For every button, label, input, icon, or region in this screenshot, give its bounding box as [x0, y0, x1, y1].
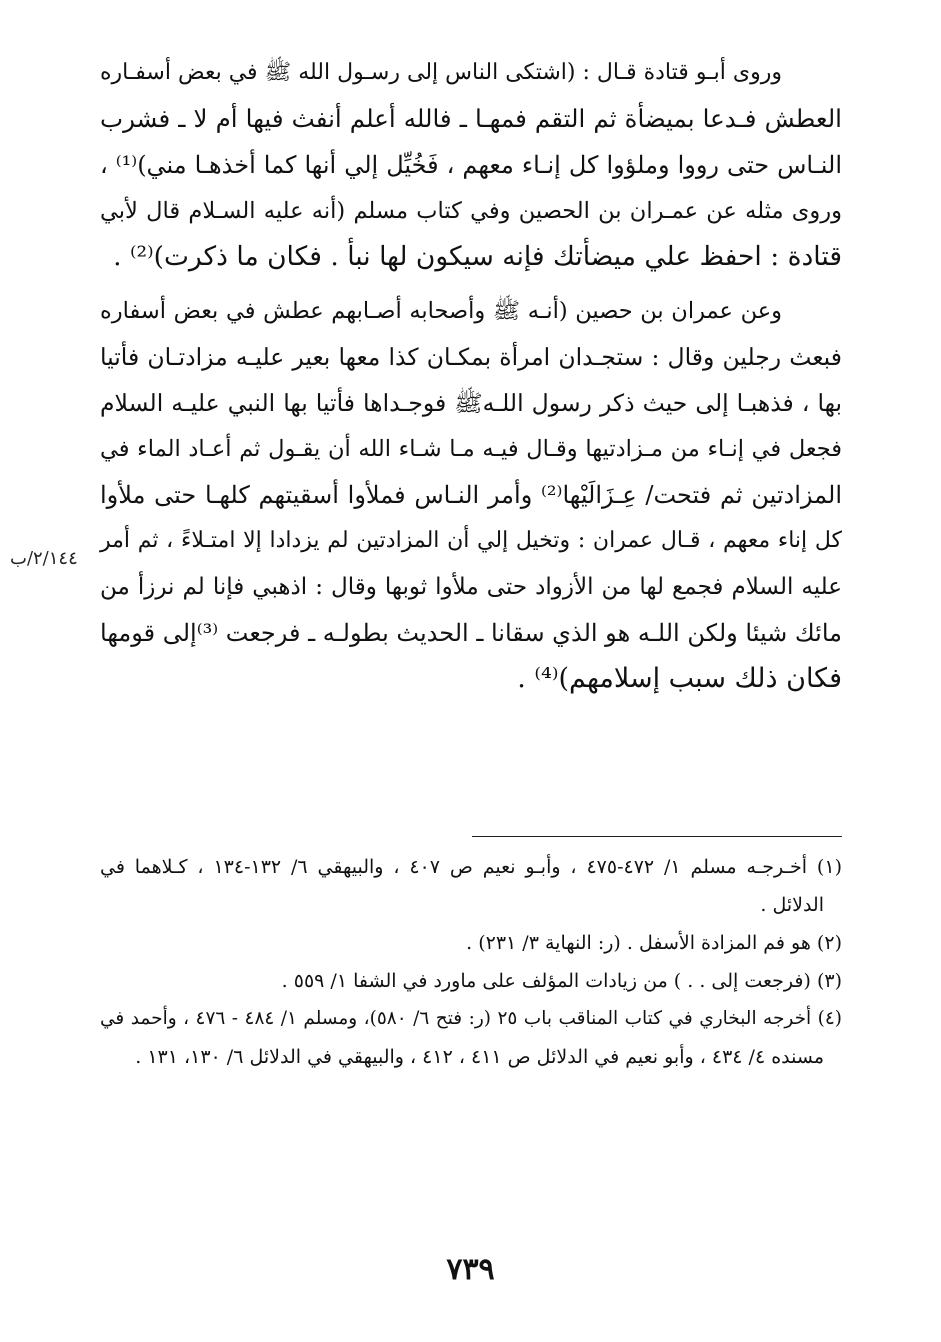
paragraph1-line: وروى مثله عن عمـران بن الحصين وفي كتاب مسلم (أنه عليه السـلام قال لأبي: [100, 198, 842, 224]
footnote-line: (٣) (فرجعت إلى . . ) من زيادات المؤلف على ماورد في الشفا ١/ ٥٥٩ .: [281, 970, 842, 992]
footnotes: [100, 848, 842, 1076]
footnote-line: (٤) أخرجه البخاري في كتاب المناقب باب ٢٥ (ر: فتح ٦/ ٥٨٠)، ومسلم ١/ ٤٨٤ - ٤٧٦ ، وأحمد في: [100, 1008, 843, 1029]
paragraph2-line: فجعل في إنـاء من مـزادتيها وقـال فيـه مـا شـاء الله أن يقـول ثم أعـاد الماء في: [100, 436, 842, 462]
paragraph1-line: قتادة : احفظ علي ميضأتك فإنه سيكون لها نبأ . فكان ما ذكرت)⁽²⁾ .: [113, 241, 842, 272]
margin-manuscript-reference: ٢/١٤٤/ب: [10, 548, 78, 569]
paragraph2-line: المزادتين ثم فتحت/ عِـزَالَيْها⁽²⁾ وأمر النـاس فملأوا أسقيتهم كلهـا حتى ملأوا: [100, 481, 842, 509]
paragraph2-line: مائك شيئا ولكن اللـه هو الذي سقانا ـ الحديث بطولـه ـ فرجعت ⁽³⁾إلى قومها: [100, 619, 843, 647]
footnote-line: مسنده ٤/ ٤٣٤ ، وأبو نعيم في الدلائل ص ٤١١ ، ٤١٢ ، والبيهقي في الدلائل ٦/ ١٣٠، ١٣١ .: [135, 1046, 824, 1068]
paragraph2-line: فبعث رجلين وقال : ستجـدان امرأة بمكـان كذا معها بعير عليـه مزادتـان فأتيا: [100, 343, 842, 371]
page-number: ٧٣٩: [446, 1252, 495, 1287]
footnote-line: الدلائل .: [760, 894, 824, 916]
paragraph1-line: النـاس حتى رووا وملؤوا كل إنـاء معهم ، فَخُيِّل إلي أنها كما أخذهـا مني)⁽¹⁾ ،: [100, 151, 842, 179]
paragraph2-line: بها ، فذهبـا إلى حيث ذكر رسول اللـهﷺ فوجـداها فأتيا بها النبي عليـه السلام: [100, 389, 842, 417]
footnote-separator: [472, 836, 842, 837]
paragraph1-line: وروى أبـو قتادة قـال : (اشتكى الناس إلى رسـول الله ﷺ في بعض أسفـاره: [100, 60, 782, 85]
paragraph2-line: فكان ذلك سبب إسلامهم)⁽⁴⁾ .: [517, 663, 842, 694]
main-text: [100, 50, 842, 702]
paragraph-gap: [100, 280, 842, 288]
paragraph2-line: عليه السلام فجمع لها من الأزواد حتى ملأوا ثوبها وقال : اذهبي فإنا لم نرزأ من: [100, 574, 842, 600]
paragraph2-line: كل إناء معهم ، قـال عمران : وتخيل إلي أن المزادتين لم يزدادا إلا امتـلاءً ، ثم أمر: [100, 528, 842, 553]
paragraph1-line: العطش فـدعا بميضأة ثم التقم فمهـا ـ فالله أعلم أنفث فيها أم لا ـ فشرب: [100, 104, 842, 133]
footnote-line: (١) أخـرجـه مسلم ١/ ٤٧٢-٤٧٥ ، وأبـو نعيم ص ٤٠٧ ، والبيهقي ٦/ ١٣٢-١٣٤ ، كـلاهما في: [100, 856, 842, 878]
footnote-line: (٢) هو فم المزادة الأسفل . (ر: النهاية ٣/ ٢٣١) .: [466, 932, 842, 954]
paragraph2-line: وعن عمران بن حصين (أنـه ﷺ وأصحابه أصـابهم عطش في بعض أسفاره: [100, 298, 782, 324]
